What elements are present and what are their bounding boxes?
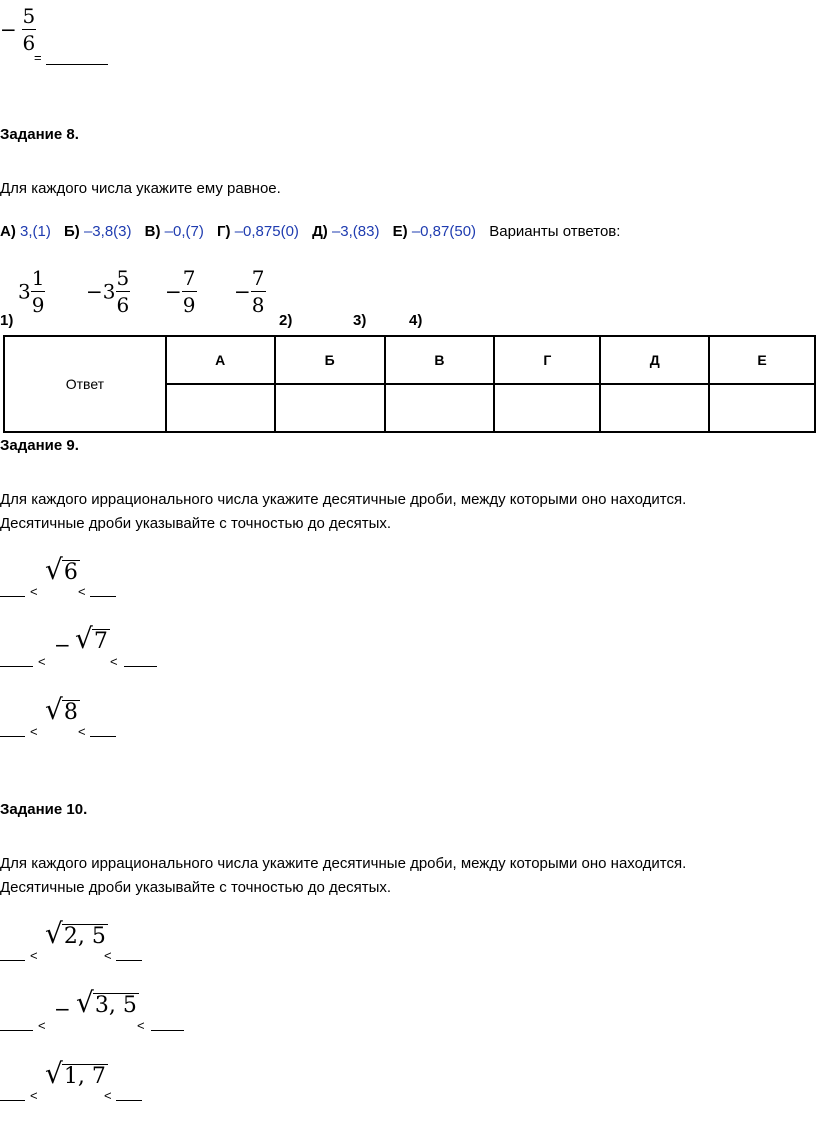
option-3: − $\frac{7}{9}$ xyxy=(165,266,196,317)
option-2: −3 $\frac{5}{6}$ xyxy=(86,266,130,317)
item-letter: Е) xyxy=(392,223,408,240)
answer-cell[interactable] xyxy=(166,384,275,432)
item-value: –3,(83) xyxy=(331,223,380,240)
sqrt-expression: √ 8 xyxy=(45,693,78,726)
upper-bound-blank[interactable] xyxy=(124,654,157,667)
sqrt-expression: √ 1, 7 xyxy=(45,1057,106,1090)
radicand: 8 xyxy=(63,699,78,725)
task10-title: Задание 10. xyxy=(0,801,88,818)
item-value: 3,(1) xyxy=(20,223,51,240)
lower-bound-blank[interactable] xyxy=(0,584,25,597)
answer-blank[interactable] xyxy=(46,50,108,65)
table-header: Д xyxy=(600,336,709,384)
less-than: < xyxy=(38,654,46,669)
answer-cell[interactable] xyxy=(494,384,600,432)
upper-bound-blank[interactable] xyxy=(90,724,116,737)
fraction: $\frac{5}{6}$ xyxy=(116,266,130,317)
less-than: < xyxy=(110,654,118,669)
answer-cell[interactable] xyxy=(709,384,815,432)
answer-cell[interactable] xyxy=(600,384,709,432)
task10-text-1: Для каждого иррационального числа укажите десятичные дроби, между которыми оно находится. xyxy=(0,855,687,872)
table-header: Е xyxy=(709,336,815,384)
sqrt-expression: √ 3, 5 xyxy=(76,986,137,1019)
answer-row-label: Ответ xyxy=(4,336,166,432)
item-value: –3,8(3) xyxy=(83,223,132,240)
top-expression xyxy=(0,6,36,53)
item-letter: А) xyxy=(0,223,16,240)
task9-title: Задание 9. xyxy=(0,437,79,454)
task8-intro: Для каждого числа укажите ему равное. xyxy=(0,180,281,197)
option-label-2: 2) xyxy=(279,312,293,329)
option-label-4: 4) xyxy=(409,312,423,329)
fraction: $\frac{7}{9}$ xyxy=(182,266,196,317)
table-header: В xyxy=(385,336,495,384)
upper-bound-blank[interactable] xyxy=(151,1018,184,1031)
option-label-1: 1) xyxy=(0,312,14,329)
minus-sign: − xyxy=(54,633,71,657)
item-letter: Д) xyxy=(312,223,328,240)
upper-bound-blank[interactable] xyxy=(90,584,116,597)
task10-text-2: Десятичные дроби указывайте с точностью до десятых. xyxy=(0,879,392,896)
radicand: 1, 7 xyxy=(63,1063,106,1089)
less-than: < xyxy=(104,1088,112,1103)
less-than: < xyxy=(38,1018,46,1033)
sqrt-expression: √ 6 xyxy=(45,553,78,586)
option-label-3: 3) xyxy=(353,312,367,329)
sqrt-expression: √ 7 xyxy=(75,622,108,655)
less-than: < xyxy=(30,724,38,739)
minus-sign: − xyxy=(54,997,71,1021)
item-value: –0,87(50) xyxy=(411,223,477,240)
variants-label: Варианты ответов: xyxy=(489,223,621,240)
radicand: 3, 5 xyxy=(94,992,137,1018)
less-than: < xyxy=(137,1018,145,1033)
less-than: < xyxy=(78,724,86,739)
answer-cell[interactable] xyxy=(275,384,385,432)
option-1: 3 $\frac{1}{9}$ xyxy=(18,266,45,317)
table-header: А xyxy=(166,336,275,384)
item-value: –0,875(0) xyxy=(234,223,299,240)
item-letter: Б) xyxy=(64,223,80,240)
item-letter: Г) xyxy=(217,223,231,240)
lower-bound-blank[interactable] xyxy=(0,1018,33,1031)
less-than: < xyxy=(30,948,38,963)
minus-sign: − xyxy=(0,17,17,42)
item-value: –0,(7) xyxy=(164,223,204,240)
answer-table xyxy=(3,335,816,433)
table-header: Г xyxy=(494,336,600,384)
fraction: $\frac{5}{6}$ xyxy=(22,4,36,55)
radicand: 6 xyxy=(63,559,78,585)
less-than: < xyxy=(78,584,86,599)
task9-text-2: Десятичные дроби указывайте с точностью до десятых. xyxy=(0,515,392,532)
radicand: 2, 5 xyxy=(63,923,106,949)
less-than: < xyxy=(30,1088,38,1103)
sqrt-expression: √ 2, 5 xyxy=(45,917,106,950)
less-than: < xyxy=(30,584,38,599)
upper-bound-blank[interactable] xyxy=(116,948,142,961)
upper-bound-blank[interactable] xyxy=(116,1088,142,1101)
item-letter: В) xyxy=(144,223,161,240)
lower-bound-blank[interactable] xyxy=(0,1088,25,1101)
lower-bound-blank[interactable] xyxy=(0,948,25,961)
task9-text-1: Для каждого иррационального числа укажите десятичные дроби, между которыми оно находится. xyxy=(0,491,687,508)
radicand: 7 xyxy=(93,628,108,654)
fraction: $\frac{1}{9}$ xyxy=(31,266,45,317)
less-than: < xyxy=(104,948,112,963)
table-header: Б xyxy=(275,336,385,384)
lower-bound-blank[interactable] xyxy=(0,724,25,737)
answer-cell[interactable] xyxy=(385,384,495,432)
task8-items-row xyxy=(0,223,620,240)
fraction: $\frac{7}{8}$ xyxy=(251,266,265,317)
equals-sign: = xyxy=(34,50,42,65)
task8-title: Задание 8. xyxy=(0,126,79,143)
lower-bound-blank[interactable] xyxy=(0,654,33,667)
option-4: − $\frac{7}{8}$ xyxy=(234,266,265,317)
